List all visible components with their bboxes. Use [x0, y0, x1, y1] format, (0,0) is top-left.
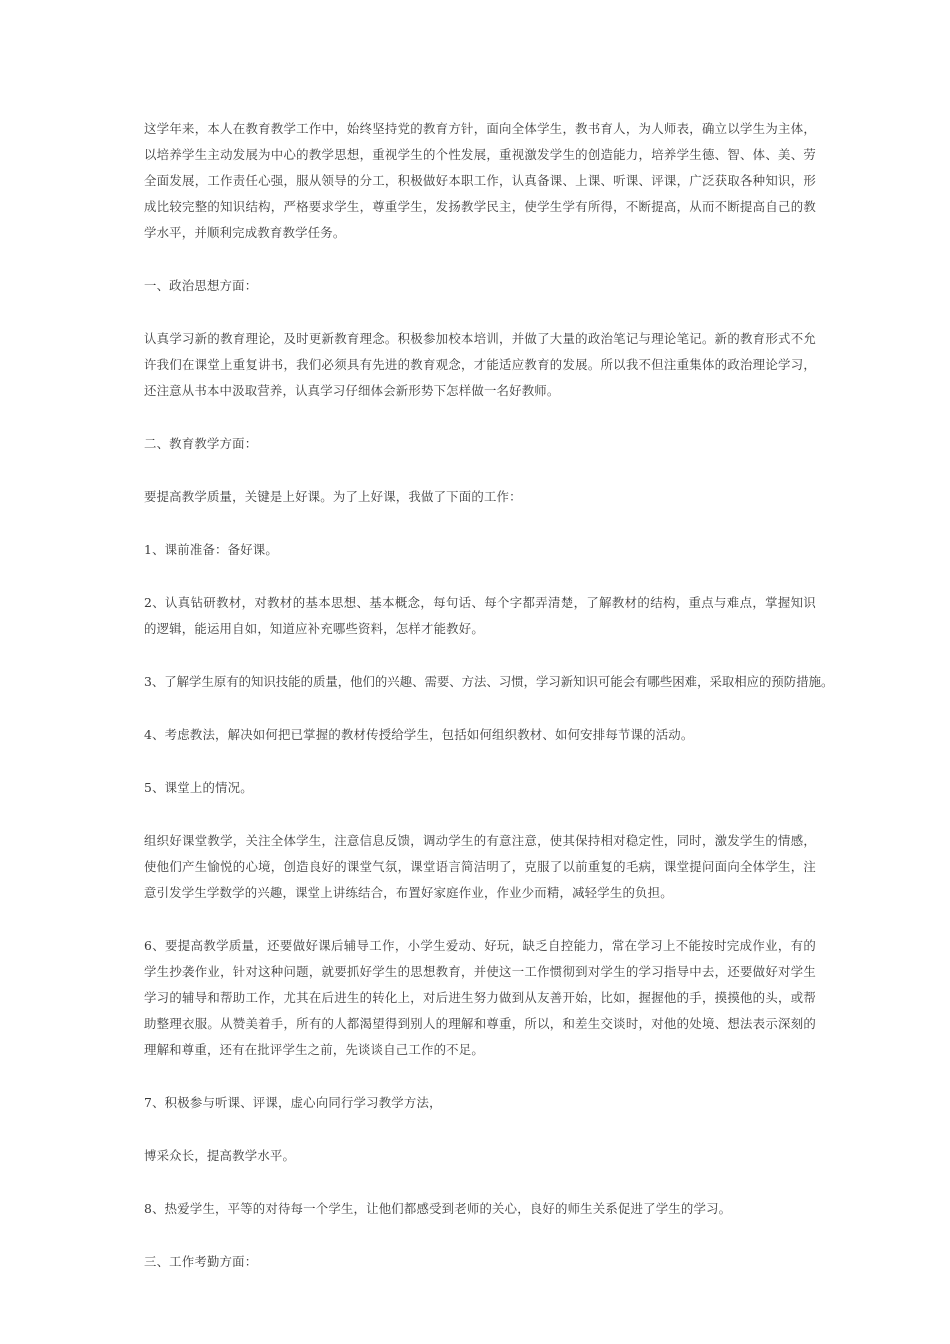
teaching-item-1: 1、课前准备：备好课。 [144, 542, 278, 557]
teaching-item-4: 4、考虑教法，解决如何把已掌握的教材传授给学生，包括如何组织教材、如何安排每节课的活动。 [144, 727, 694, 742]
section-heading-teaching: 二、教育教学方面： [144, 436, 258, 451]
politics-paragraph: 认真学习新的教育理论，及时更新教育理念。积极参加校本培训，并做了大量的政治笔记与理论笔记。新的教育形式不允许我们在课堂上重复讲书，我们必须具有先进的教育观念，才能适应教育的发展。所以我不但注重集体的政治理论学习，还注意从书本中汲取营养，认真学习仔细体会新形势下怎样做一名好教师。 [144, 331, 816, 398]
section-heading-attendance: 三、工作考勤方面： [144, 1254, 258, 1269]
teaching-item-6: 6、要提高教学质量，还要做好课后辅导工作，小学生爱动、好玩，缺乏自控能力，常在学习上不能按时完成作业，有的学生抄袭作业，针对这种问题，就要抓好学生的思想教育，并使这一工作惯彻到对学生的学习指导中去，还要做好对学生学习的辅导和帮助工作，尤其在后进生的转化上，对后进生努力做到从友善开始，比如，握握他的手，摸摸他的头，或帮助整理衣服。从赞美着手，所有的人都渴望得到别人的理解和尊重，所以，和差生交谈时，对他的处境、想法表示深刻的理解和尊重，还有在批评学生之前，先谈谈自己工作的不足。 [144, 938, 816, 1057]
intro-paragraph: 这学年来，本人在教育教学工作中，始终坚持党的教育方针，面向全体学生，教书育人，为人师表，确立以学生为主体，以培养学生主动发展为中心的教学思想，重视学生的个性发展，重视激发学生的创造能力，培养学生德、智、体、美、劳全面发展，工作责任心强，服从领导的分工，积极做好本职工作，认真备课、上课、听课、评课，广泛获取各种知识，形成比较完整的知识结构，严格要求学生，尊重学生，发扬教学民主，使学生学有所得，不断提高，从而不断提高自己的教学水平，并顺利完成教育教学任务。 [144, 121, 816, 240]
teaching-item-5: 5、课堂上的情况。 [144, 780, 253, 795]
teaching-lead-paragraph: 要提高教学质量，关键是上好课。为了上好课，我做了下面的工作： [144, 489, 522, 504]
document-page [144, 116, 834, 1275]
teaching-item-8: 8、热爱学生，平等的对待每一个学生，让他们都感受到老师的关心，良好的师生关系促进了学生的学习。 [144, 1201, 732, 1216]
teaching-item-7-continued: 博采众长，提高教学水平。 [144, 1148, 296, 1163]
teaching-item-2: 2、认真钻研教材，对教材的基本思想、基本概念，每句话、每个字都弄清楚，了解教材的结构，重点与难点，掌握知识的逻辑，能运用自如，知道应补充哪些资料，怎样才能教好。 [144, 595, 816, 636]
section-heading-politics: 一、政治思想方面： [144, 278, 258, 293]
classroom-paragraph: 组织好课堂教学，关注全体学生，注意信息反馈，调动学生的有意注意，使其保持相对稳定性，同时，激发学生的情感，使他们产生愉悦的心境，创造良好的课堂气氛，课堂语言简洁明了，克服了以前重复的毛病，课堂提问面向全体学生，注意引发学生学数学的兴趣，课堂上讲练结合，布置好家庭作业，作业少而精，减轻学生的负担。 [144, 833, 816, 900]
teaching-item-7: 7、积极参与听课、评课，虚心向同行学习教学方法， [144, 1095, 442, 1110]
teaching-item-3: 3、了解学生原有的知识技能的质量，他们的兴趣、需要、方法、习惯，学习新知识可能会有哪些困难，采取相应的预防措施。 [144, 674, 834, 689]
